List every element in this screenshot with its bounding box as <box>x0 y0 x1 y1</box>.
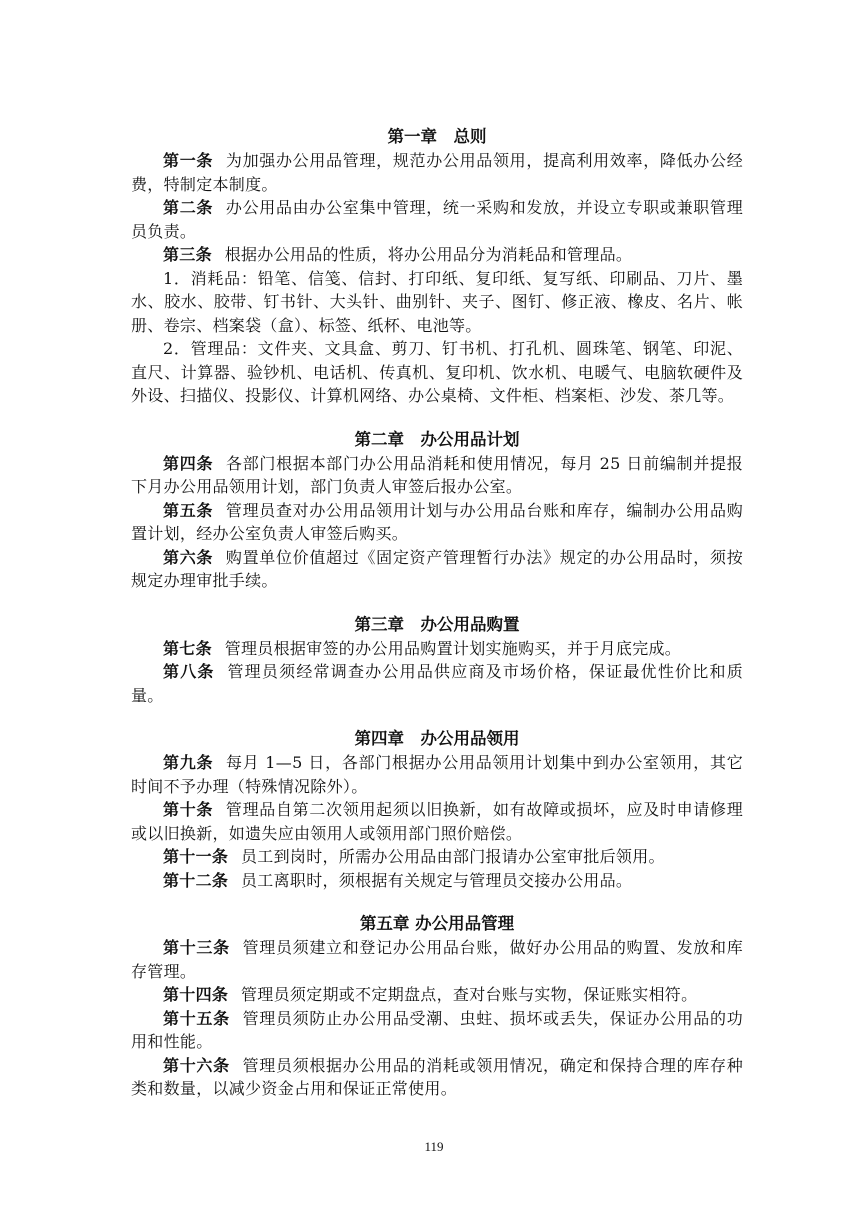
article-label: 第二条 <box>163 198 214 217</box>
article-text: 根据办公用品的性质，将办公用品分为消耗品和管理品。 <box>224 245 633 264</box>
article-text: 为加强办公用品管理，规范办公用品领用，提高利用效率，降低办公经费，特制定本制度。 <box>131 151 743 194</box>
article-text: 管理员须经常调查办公用品供应商及市场价格，保证最优性价比和质量。 <box>131 662 743 705</box>
article-text: 员工到岗时，所需办公用品由部门报请办公室审批后领用。 <box>241 847 665 866</box>
article-label: 第十六条 <box>163 1055 230 1075</box>
article-paragraph <box>131 196 743 243</box>
article-text: 管理员须防止办公用品受潮、虫蛀、损坏或丢失，保证办公用品的功用和性能。 <box>131 1008 743 1051</box>
chapter-title: 第一章 总则 <box>387 127 487 146</box>
article-paragraph <box>131 546 743 593</box>
article-paragraph <box>131 149 743 196</box>
article-paragraph <box>131 936 743 983</box>
article-text: 办公用品由办公室集中管理，统一采购和发放，并设立专职或兼职管理员负责。 <box>131 198 743 241</box>
page-number: 119 <box>424 1139 444 1154</box>
chapter-title: 第五章 办公用品管理 <box>359 914 515 933</box>
article-paragraph <box>131 869 743 893</box>
article-paragraph <box>131 499 743 546</box>
article-label: 第八条 <box>163 662 215 681</box>
chapter-section <box>131 428 743 593</box>
article-label: 第十五条 <box>163 1008 230 1028</box>
chapter-title: 第二章 办公用品计划 <box>354 429 520 449</box>
article-paragraph <box>131 1007 743 1054</box>
article-text: 1．消耗品：铅笔、信笺、信封、打印纸、复印纸、复写纸、印刷品、刀片、墨水、胶水、胶带、钉书针、大头针、曲别针、夹子、图钉、修正液、橡皮、名片、帐册、卷宗、档案袋（盒）、标签、纸杯、电池等。 <box>131 268 743 335</box>
article-label: 第十三条 <box>163 938 230 957</box>
article-label: 第三条 <box>163 245 212 264</box>
article-label: 第九条 <box>163 753 214 772</box>
article-text: 各部门根据本部门办公用品消耗和使用情况，每月 25 日前编制并提报下月办公用品领用计划，部门负责人审签后报办公室。 <box>131 453 743 496</box>
article-paragraph <box>131 660 743 707</box>
list-item-paragraph <box>131 337 743 408</box>
article-label: 第十条 <box>163 800 214 819</box>
article-paragraph <box>131 452 743 499</box>
chapter-section <box>131 912 743 1101</box>
article-text: 管理员须定期或不定期盘点，查对台账与实物，保证账实相符。 <box>241 985 698 1004</box>
chapter-title: 第三章 办公用品购置 <box>354 614 520 634</box>
article-text: 管理品自第二次领用起须以旧换新，如有故障或损坏，应及时申请修理或以旧换新，如遗失应由领用人或领用部门照价赔偿。 <box>131 800 743 843</box>
article-text: 员工离职时，须根据有关规定与管理员交接办公用品。 <box>241 870 633 890</box>
article-text: 购置单位价值超过《固定资产管理暂行办法》规定的办公用品时，须按规定办理审批手续。 <box>131 547 743 590</box>
article-paragraph <box>131 845 743 869</box>
article-text: 管理员根据审签的办公用品购置计划实施购买，并于月底完成。 <box>224 638 682 658</box>
article-text: 2．管理品：文件夹、文具盒、剪刀、钉书机、打孔机、圆珠笔、钢笔、印泥、直尺、计算器、验钞机、电话机、传真机、复印机、饮水机、电暖气、电脑软硬件及外设、扫描仪、投影仪、计算机网络、办公桌椅、文件柜、档案柜、沙发、茶几等。 <box>131 339 743 405</box>
article-text: 管理员须根据办公用品的消耗或领用情况，确定和保持合理的库存种类和数量，以减少资金占用和保证正常使用。 <box>131 1055 743 1098</box>
chapter-section <box>131 727 743 892</box>
list-item-paragraph <box>131 267 743 338</box>
article-paragraph <box>131 983 743 1007</box>
article-paragraph <box>131 637 743 661</box>
chapter-section <box>131 613 743 708</box>
article-paragraph <box>131 798 743 845</box>
article-text: 每月 1—5 日，各部门根据办公用品领用计划集中到办公室领用，其它时间不予办理（特殊情况除外）。 <box>131 753 743 796</box>
article-label: 第十一条 <box>163 847 229 866</box>
article-label: 第四条 <box>163 453 214 473</box>
article-label: 第七条 <box>163 638 212 658</box>
article-label: 第五条 <box>163 500 214 520</box>
article-paragraph <box>131 243 743 267</box>
article-label: 第一条 <box>163 151 214 170</box>
document-body <box>131 125 743 1121</box>
article-text: 管理员查对办公用品领用计划与办公用品台账和库存，编制办公用品购置计划，经办公室负责人审签后购买。 <box>131 500 743 543</box>
chapter-section <box>131 125 743 408</box>
article-label: 第十四条 <box>163 985 229 1004</box>
article-label: 第六条 <box>163 547 214 567</box>
article-text: 管理员须建立和登记办公用品台账，做好办公用品的购置、发放和库存管理。 <box>131 938 743 981</box>
article-paragraph <box>131 1054 743 1101</box>
article-label: 第十二条 <box>163 870 229 890</box>
article-paragraph <box>131 751 743 798</box>
chapter-title: 第四章 办公用品领用 <box>354 729 520 748</box>
